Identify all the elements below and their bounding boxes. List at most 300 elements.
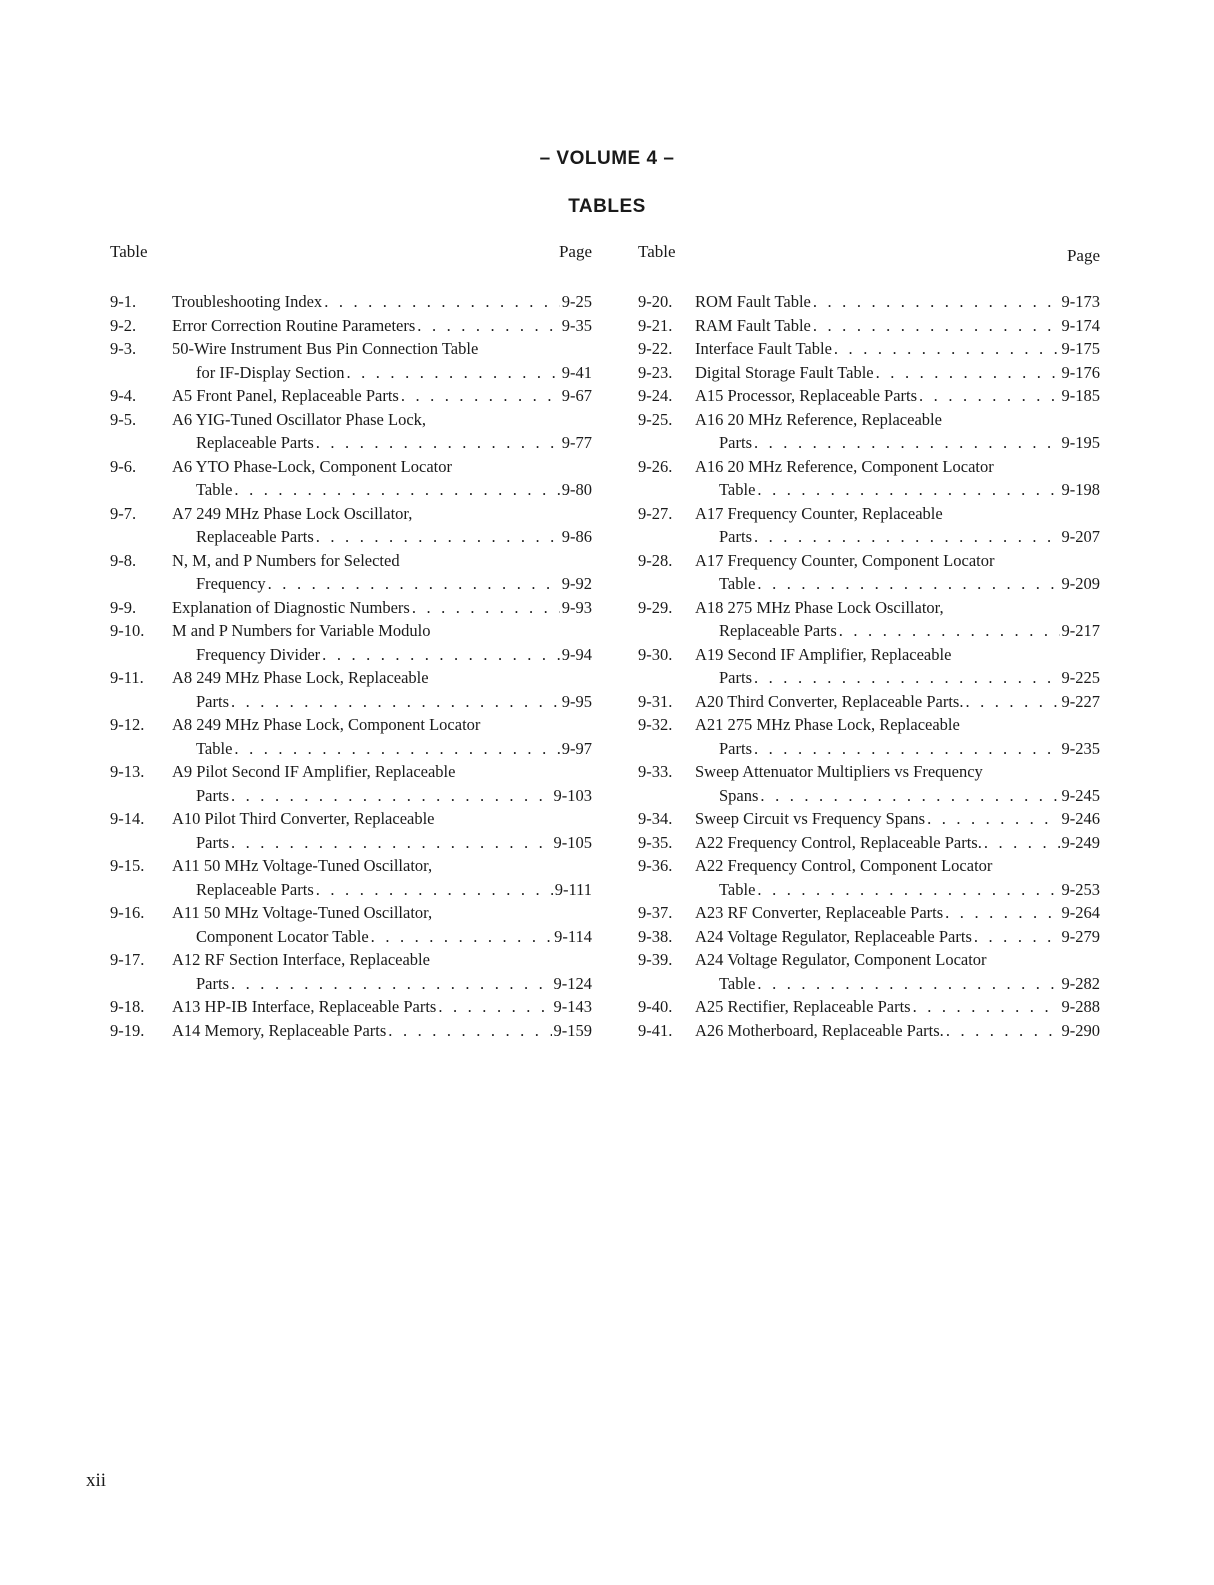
table-number: 9-40. xyxy=(638,997,673,1016)
entry-body xyxy=(695,948,1100,995)
entry-line xyxy=(172,901,592,925)
table-number: 9-41. xyxy=(638,1020,673,1040)
toc-entry[interactable] xyxy=(638,807,1100,831)
toc-entry[interactable] xyxy=(638,290,1100,314)
entry-line xyxy=(695,314,1100,338)
toc-entry[interactable] xyxy=(110,596,592,620)
entry-title: A19 Second IF Amplifier, Replaceable xyxy=(695,644,952,664)
entry-body xyxy=(695,384,1100,408)
page-ref: 9-105 xyxy=(553,832,592,852)
dot-leader xyxy=(322,643,560,667)
entry-line xyxy=(695,478,1100,502)
entry-body xyxy=(172,502,592,549)
entry-line xyxy=(172,807,592,831)
table-number: 9-14. xyxy=(110,809,145,828)
page-ref: 9-114 xyxy=(554,926,592,946)
page-ref: 9-35 xyxy=(561,315,592,335)
entry-line xyxy=(695,972,1100,996)
entry-title: ROM Fault Table xyxy=(695,292,811,311)
entry-line xyxy=(695,337,1100,361)
page-ref: 9-95 xyxy=(561,691,592,711)
entry-body xyxy=(695,314,1100,338)
toc-entry[interactable] xyxy=(110,455,592,502)
entry-line xyxy=(172,549,592,573)
table-number: 9-19. xyxy=(110,1020,145,1040)
page-ref: 9-217 xyxy=(1061,621,1100,640)
dot-leader xyxy=(984,831,1060,855)
table-number: 9-6. xyxy=(110,456,137,476)
page-ref: 9-227 xyxy=(1061,691,1100,711)
toc-entry[interactable] xyxy=(638,690,1100,714)
table-number: 9-1. xyxy=(110,292,137,311)
table-column-label: Table xyxy=(638,242,676,261)
entry-line xyxy=(172,619,592,643)
dot-leader xyxy=(234,737,559,761)
dot-leader xyxy=(754,431,1060,455)
table-number: 9-29. xyxy=(638,597,673,617)
entry-title: A24 Voltage Regulator, Replaceable Parts xyxy=(695,926,972,946)
page-ref: 9-288 xyxy=(1061,997,1100,1016)
entry-body xyxy=(695,854,1100,901)
toc-entry[interactable] xyxy=(638,995,1100,1019)
entry-title: A6 YTO Phase-Lock, Component Locator xyxy=(172,456,452,476)
entry-title: M and P Numbers for Variable Modulo xyxy=(172,621,431,640)
table-number: 9-34. xyxy=(638,809,673,828)
entry-title: Error Correction Routine Parameters xyxy=(172,315,416,335)
entry-title: A16 20 MHz Reference, Component Locator xyxy=(695,456,994,476)
column-header xyxy=(638,242,1100,290)
page-ref: 9-195 xyxy=(1061,433,1100,452)
entry-body xyxy=(695,502,1100,549)
table-number: 9-17. xyxy=(110,950,145,969)
entry-title: N, M, and P Numbers for Selected xyxy=(172,550,400,570)
table-number: 9-16. xyxy=(110,903,145,922)
entry-title: A6 YIG-Tuned Oscillator Phase Lock, xyxy=(172,409,427,429)
table-number: 9-20. xyxy=(638,292,673,311)
toc-entry[interactable] xyxy=(638,948,1100,995)
toc-entry[interactable] xyxy=(110,995,592,1019)
entry-body xyxy=(695,549,1100,596)
entry-body xyxy=(172,549,592,596)
dot-leader xyxy=(813,314,1060,338)
table-number: 9-2. xyxy=(110,315,137,335)
entry-line xyxy=(172,972,592,996)
toc-entry[interactable] xyxy=(110,1019,592,1043)
entry-line xyxy=(172,337,592,361)
page-ref: 9-159 xyxy=(553,1020,592,1040)
entry-title: Sweep Attenuator Multipliers vs Frequency xyxy=(695,762,983,781)
entry-title: A7 249 MHz Phase Lock Oscillator, xyxy=(172,503,413,523)
toc-entry[interactable] xyxy=(638,549,1100,596)
toc-entry[interactable] xyxy=(110,384,592,408)
dot-leader xyxy=(324,290,560,314)
entry-title: Replaceable Parts xyxy=(196,527,314,546)
dot-leader xyxy=(231,831,552,855)
toc-entry[interactable] xyxy=(110,713,592,760)
dot-leader xyxy=(316,431,560,455)
entry-line xyxy=(172,478,592,502)
entry-title: Parts xyxy=(719,668,752,687)
toc-entry[interactable] xyxy=(638,314,1100,338)
entry-title: A11 50 MHz Voltage-Tuned Oscillator, xyxy=(172,856,433,875)
toc-entry[interactable] xyxy=(638,901,1100,925)
dot-leader xyxy=(401,384,560,408)
entry-line xyxy=(695,713,1100,737)
entry-body xyxy=(695,807,1100,831)
dot-leader xyxy=(268,572,560,596)
table-number: 9-5. xyxy=(110,409,137,429)
page-ref: 9-174 xyxy=(1061,315,1100,335)
entry-title: A16 20 MHz Reference, Replaceable xyxy=(695,409,942,429)
page-title: TABLES xyxy=(568,196,646,217)
entry-line xyxy=(695,619,1100,643)
page-ref: 9-176 xyxy=(1061,362,1100,382)
entry-title: Interface Fault Table xyxy=(695,339,832,358)
toc-entry[interactable] xyxy=(638,713,1100,760)
toc-entry[interactable] xyxy=(638,643,1100,690)
toc-entry[interactable] xyxy=(110,854,592,901)
dot-leader xyxy=(757,878,1059,902)
entry-title: Replaceable Parts xyxy=(719,621,837,640)
page-ref: 9-290 xyxy=(1061,1020,1100,1040)
entry-title: Spans xyxy=(719,785,759,805)
toc-entry[interactable] xyxy=(638,408,1100,455)
entry-body xyxy=(172,314,592,338)
page-ref: 9-279 xyxy=(1061,926,1100,946)
entry-line xyxy=(172,455,592,479)
dot-leader xyxy=(388,1019,551,1043)
toc-entry[interactable] xyxy=(638,361,1100,385)
toc-entry[interactable] xyxy=(110,666,592,713)
toc-entry[interactable] xyxy=(110,760,592,807)
entry-body xyxy=(172,995,592,1019)
entry-line xyxy=(695,760,1100,784)
entry-body xyxy=(172,596,592,620)
page-ref: 9-209 xyxy=(1061,574,1100,593)
dot-leader xyxy=(231,972,552,996)
dot-leader xyxy=(316,878,553,902)
table-number: 9-38. xyxy=(638,926,673,946)
entry-line xyxy=(695,643,1100,667)
entry-title: Explanation of Diagnostic Numbers xyxy=(172,597,410,617)
volume-heading: – VOLUME 4 – xyxy=(539,148,675,169)
page-ref: 9-207 xyxy=(1061,527,1100,546)
entry-line xyxy=(172,290,592,314)
entry-body xyxy=(172,666,592,713)
entry-body xyxy=(695,713,1100,760)
entry-title: A13 HP-IB Interface, Replaceable Parts xyxy=(172,997,437,1016)
entry-line xyxy=(695,925,1100,949)
entry-title: A15 Processor, Replaceable Parts xyxy=(695,386,918,405)
table-number: 9-28. xyxy=(638,550,673,570)
entry-title: A22 Frequency Control, Component Locator xyxy=(695,856,993,875)
table-number: 9-7. xyxy=(110,503,137,523)
entry-title: A8 249 MHz Phase Lock, Replaceable xyxy=(172,668,429,687)
entry-title: Table xyxy=(196,480,233,499)
entry-line xyxy=(695,384,1100,408)
toc-entry[interactable] xyxy=(110,337,592,384)
page-ref: 9-198 xyxy=(1061,480,1100,499)
table-number: 9-31. xyxy=(638,691,673,711)
table-number: 9-33. xyxy=(638,762,673,781)
dot-leader xyxy=(231,690,560,714)
entry-title: Sweep Circuit vs Frequency Spans xyxy=(695,809,926,828)
entry-line xyxy=(695,1019,1100,1043)
entry-line xyxy=(695,596,1100,620)
page-ref: 9-264 xyxy=(1061,903,1100,922)
entry-line xyxy=(695,831,1100,855)
entry-body xyxy=(695,643,1100,690)
dot-leader xyxy=(834,337,1060,361)
entry-title: A22 Frequency Control, Replaceable Parts. xyxy=(695,832,982,852)
table-number: 9-18. xyxy=(110,997,145,1016)
table-number: 9-3. xyxy=(110,339,137,358)
table-number: 9-23. xyxy=(638,362,673,382)
entry-title: Parts xyxy=(196,785,229,805)
dot-leader xyxy=(316,525,560,549)
entry-title: Parts xyxy=(196,832,229,852)
dot-leader xyxy=(876,361,1060,385)
entry-title: A21 275 MHz Phase Lock, Replaceable xyxy=(695,715,960,734)
entry-title: A14 Memory, Replaceable Parts xyxy=(172,1020,387,1040)
entry-title: A9 Pilot Second IF Amplifier, Replaceable xyxy=(172,762,456,781)
entry-title: Troubleshooting Index xyxy=(172,292,323,311)
table-number: 9-26. xyxy=(638,456,673,476)
table-number: 9-15. xyxy=(110,856,145,875)
entry-title: Table xyxy=(719,574,756,593)
toc-entries-left xyxy=(110,290,592,1042)
entry-title: Table xyxy=(719,973,756,993)
dot-leader xyxy=(754,737,1060,761)
entry-line xyxy=(695,290,1100,314)
entry-body xyxy=(695,596,1100,643)
page-ref: 9-94 xyxy=(561,644,592,664)
table-number: 9-25. xyxy=(638,409,673,429)
table-number: 9-30. xyxy=(638,644,673,664)
dot-leader xyxy=(927,807,1059,831)
toc-entry[interactable] xyxy=(638,337,1100,361)
entry-line xyxy=(172,384,592,408)
entry-line xyxy=(172,314,592,338)
page-ref: 9-77 xyxy=(561,433,592,452)
entry-title: RAM Fault Table xyxy=(695,315,811,335)
dot-leader xyxy=(813,290,1060,314)
entry-body xyxy=(172,901,592,948)
entry-line xyxy=(695,408,1100,432)
entry-body xyxy=(172,455,592,502)
entry-title: A24 Voltage Regulator, Component Locator xyxy=(695,950,987,969)
table-number: 9-4. xyxy=(110,386,137,405)
entry-line xyxy=(695,854,1100,878)
toc-entry[interactable] xyxy=(110,807,592,854)
table-number: 9-27. xyxy=(638,503,673,523)
dot-leader xyxy=(757,972,1059,996)
entry-title: Parts xyxy=(196,691,229,711)
entry-line xyxy=(172,854,592,878)
entry-line xyxy=(695,549,1100,573)
toc-entry[interactable] xyxy=(638,854,1100,901)
entry-body xyxy=(695,337,1100,361)
entry-line xyxy=(172,713,592,737)
toc-column-right xyxy=(638,242,1100,1042)
entry-line xyxy=(172,408,592,432)
entry-title: Component Locator Table xyxy=(196,926,369,946)
entry-body xyxy=(172,807,592,854)
table-number: 9-37. xyxy=(638,903,673,922)
column-header xyxy=(110,242,592,290)
table-column-label: Table xyxy=(110,242,148,261)
page-column-label: Page xyxy=(558,242,592,261)
page-ref: 9-93 xyxy=(561,597,592,617)
table-number: 9-35. xyxy=(638,832,673,852)
entry-body xyxy=(695,925,1100,949)
entry-body xyxy=(172,1019,592,1043)
entry-title: A11 50 MHz Voltage-Tuned Oscillator, xyxy=(172,903,433,922)
entry-body xyxy=(695,455,1100,502)
entry-line xyxy=(172,502,592,526)
toc-entry[interactable] xyxy=(110,549,592,596)
entry-line xyxy=(695,948,1100,972)
entry-body xyxy=(172,384,592,408)
toc-entry[interactable] xyxy=(110,314,592,338)
entry-title: A25 Rectifier, Replaceable Parts xyxy=(695,997,911,1016)
toc-entry[interactable] xyxy=(638,502,1100,549)
toc-entry[interactable] xyxy=(110,502,592,549)
entry-title: Table xyxy=(719,480,756,499)
entry-title: A23 RF Converter, Replaceable Parts xyxy=(695,903,944,922)
entry-line xyxy=(695,361,1100,385)
dot-leader xyxy=(965,690,1059,714)
page-ref: 9-245 xyxy=(1061,785,1100,805)
dot-leader xyxy=(234,478,559,502)
toc-entry[interactable] xyxy=(110,619,592,666)
entry-body xyxy=(172,337,592,384)
entry-line xyxy=(695,502,1100,526)
entry-line xyxy=(695,666,1100,690)
entry-body xyxy=(172,290,592,314)
table-number: 9-8. xyxy=(110,550,137,570)
entry-body xyxy=(172,948,592,995)
toc-entry[interactable] xyxy=(638,925,1100,949)
entry-body xyxy=(695,290,1100,314)
toc-entry[interactable] xyxy=(110,948,592,995)
dot-leader xyxy=(438,995,551,1019)
entry-line xyxy=(172,431,592,455)
entry-line xyxy=(172,666,592,690)
dot-leader xyxy=(371,925,552,949)
entry-line xyxy=(695,431,1100,455)
entry-body xyxy=(695,995,1100,1019)
table-number: 9-9. xyxy=(110,597,137,617)
entry-line xyxy=(172,572,592,596)
entry-title: A5 Front Panel, Replaceable Parts xyxy=(172,386,399,405)
toc-entry[interactable] xyxy=(110,901,592,948)
entry-title: Parts xyxy=(196,973,229,993)
table-number: 9-10. xyxy=(110,621,145,640)
toc-entry[interactable] xyxy=(638,384,1100,408)
entry-body xyxy=(695,690,1100,714)
entry-title: Parts xyxy=(719,527,752,546)
entry-line xyxy=(172,925,592,949)
table-number: 9-22. xyxy=(638,339,673,358)
toc-entries-right xyxy=(638,290,1100,1042)
entry-title: Parts xyxy=(719,738,752,758)
entry-line xyxy=(172,760,592,784)
page-ref: 9-41 xyxy=(561,362,592,382)
dot-leader xyxy=(760,784,1059,808)
dot-leader xyxy=(412,596,560,620)
entry-title: Frequency Divider xyxy=(196,644,321,664)
table-number: 9-24. xyxy=(638,386,673,405)
page-ref: 9-175 xyxy=(1061,339,1100,358)
entry-title: A12 RF Section Interface, Replaceable xyxy=(172,950,430,969)
toc-entry[interactable] xyxy=(638,760,1100,807)
entry-title: Table xyxy=(719,879,756,899)
entry-title: A26 Motherboard, Replaceable Parts. xyxy=(695,1020,944,1040)
entry-title: A10 Pilot Third Converter, Replaceable xyxy=(172,809,435,828)
entry-body xyxy=(695,1019,1100,1043)
table-number: 9-11. xyxy=(110,668,144,687)
page-column-label: Page xyxy=(1066,246,1100,265)
entry-title: A18 275 MHz Phase Lock Oscillator, xyxy=(695,597,944,617)
entry-body xyxy=(172,760,592,807)
entry-title: Table xyxy=(196,738,233,758)
toc-column-left xyxy=(110,242,592,1042)
dot-leader xyxy=(946,1019,1060,1043)
page-ref: 9-86 xyxy=(561,527,592,546)
toc-entry[interactable] xyxy=(638,831,1100,855)
table-number: 9-12. xyxy=(110,715,145,734)
dot-leader xyxy=(757,572,1059,596)
entry-title: Replaceable Parts xyxy=(196,879,314,899)
dot-leader xyxy=(839,619,1060,643)
entry-line xyxy=(695,737,1100,761)
page-ref: 9-97 xyxy=(561,738,592,758)
page-ref: 9-282 xyxy=(1061,973,1100,993)
toc-entry[interactable] xyxy=(110,408,592,455)
dot-leader xyxy=(913,995,1060,1019)
page-ref: 9-111 xyxy=(554,879,592,899)
page-ref: 9-80 xyxy=(561,480,592,499)
toc-entry[interactable] xyxy=(638,1019,1100,1043)
entry-line xyxy=(695,784,1100,808)
entry-line xyxy=(695,901,1100,925)
page-ref: 9-246 xyxy=(1061,809,1100,828)
dot-leader xyxy=(346,361,559,385)
dot-leader xyxy=(945,901,1059,925)
page-ref: 9-103 xyxy=(553,785,592,805)
page-ref: 9-67 xyxy=(561,386,592,405)
entry-line xyxy=(695,572,1100,596)
page-number: xii xyxy=(86,1470,107,1491)
entry-title: A8 249 MHz Phase Lock, Component Locator xyxy=(172,715,481,734)
entry-line xyxy=(172,525,592,549)
table-number: 9-32. xyxy=(638,715,673,734)
table-number: 9-36. xyxy=(638,856,673,875)
page-ref: 9-92 xyxy=(561,574,592,593)
entry-body xyxy=(695,831,1100,855)
table-number: 9-13. xyxy=(110,762,145,781)
entry-line xyxy=(172,737,592,761)
page-ref: 9-249 xyxy=(1061,832,1100,852)
entry-line xyxy=(695,878,1100,902)
entry-line xyxy=(695,807,1100,831)
entry-line xyxy=(172,690,592,714)
toc-entry[interactable] xyxy=(638,455,1100,502)
page-ref: 9-225 xyxy=(1061,668,1100,687)
toc-entry[interactable] xyxy=(110,290,592,314)
toc-entry[interactable] xyxy=(638,596,1100,643)
